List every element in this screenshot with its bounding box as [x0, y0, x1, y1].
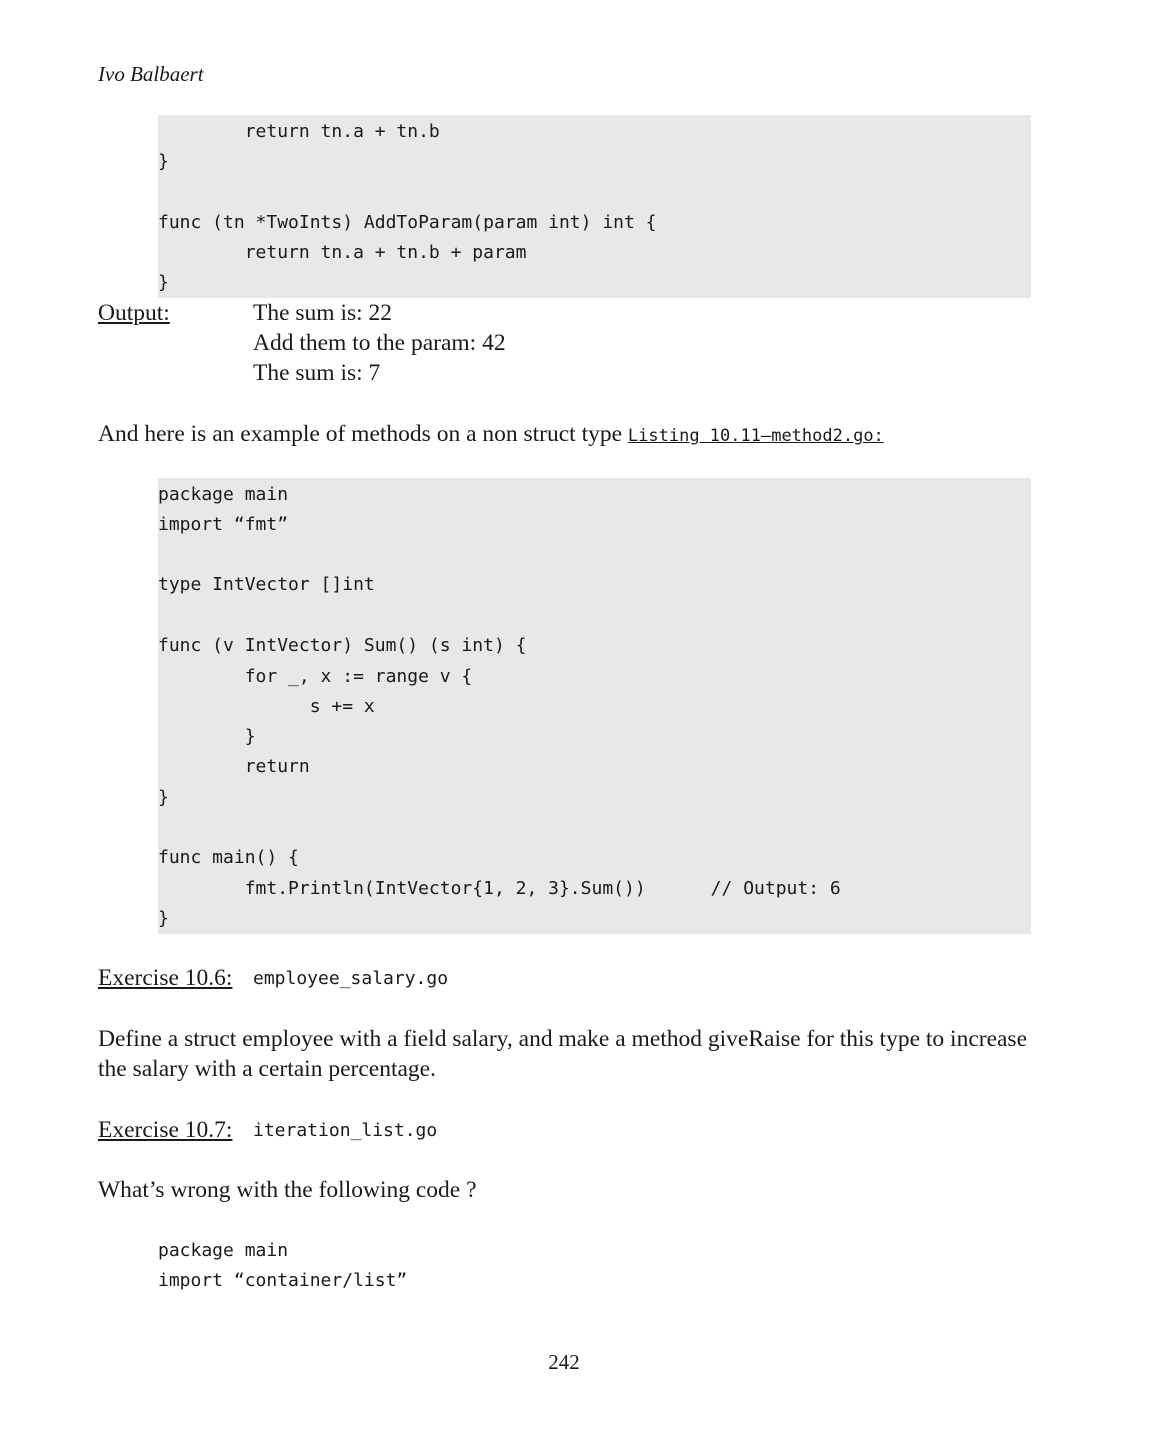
code-line: } [158, 151, 169, 172]
intro-paragraph [98, 419, 884, 451]
code-block-3 [158, 1236, 1031, 1296]
exercise-10-7-file: iteration_list.go [253, 1120, 438, 1141]
page-number: 242 [548, 1350, 580, 1374]
exercise-10-7-question: What’s wrong with the following code ? [98, 1177, 477, 1203]
code-line: import “container/list” [158, 1270, 408, 1291]
code-line: } [158, 908, 169, 929]
code-line: func main() { [158, 847, 299, 868]
code-line: fmt.Println(IntVector{1, 2, 3}.Sum()) // Output: 6 [158, 878, 841, 899]
code-block-1 [158, 115, 1031, 298]
code-line: type IntVector []int [158, 574, 375, 595]
exercise-10-7-label: Exercise 10.7: [98, 1117, 233, 1143]
exercise-10-6-label: Exercise 10.6: [98, 965, 233, 991]
code-line: return tn.a + tn.b [158, 121, 440, 142]
exercise-10-6-file: employee_salary.go [253, 968, 449, 989]
intro-text: And here is an example of methods on a non struct type [98, 421, 628, 447]
code-line: func (v IntVector) Sum() (s int) { [158, 635, 527, 656]
code-line: return [158, 756, 310, 777]
code-line: import “fmt” [158, 514, 289, 535]
author-header: Ivo Balbaert [98, 62, 204, 86]
code-line: package main [158, 484, 289, 505]
output-line: Add them to the param: 42 [253, 330, 506, 356]
output-line: The sum is: 22 [253, 300, 393, 326]
code-line: s += x [158, 696, 375, 717]
code-line: package main [158, 1240, 289, 1261]
listing-reference: Listing 10.11—method2.go: [627, 426, 884, 446]
output-line: The sum is: 7 [253, 360, 381, 386]
output-label: Output: [98, 300, 170, 326]
code-line: func (tn *TwoInts) AddToParam(param int) int { [158, 212, 657, 233]
code-block-2 [158, 478, 1031, 934]
code-line: } [158, 272, 169, 293]
code-line: } [158, 787, 169, 808]
exercise-10-6-description: the salary with a certain percentage. [98, 1056, 436, 1082]
exercise-10-6-description: Define a struct employee with a field salary, and make a method giveRaise for this type to increase [98, 1026, 1028, 1052]
code-line: return tn.a + tn.b + param [158, 242, 527, 263]
code-line: for _, x := range v { [158, 666, 473, 687]
code-line: } [158, 726, 256, 747]
